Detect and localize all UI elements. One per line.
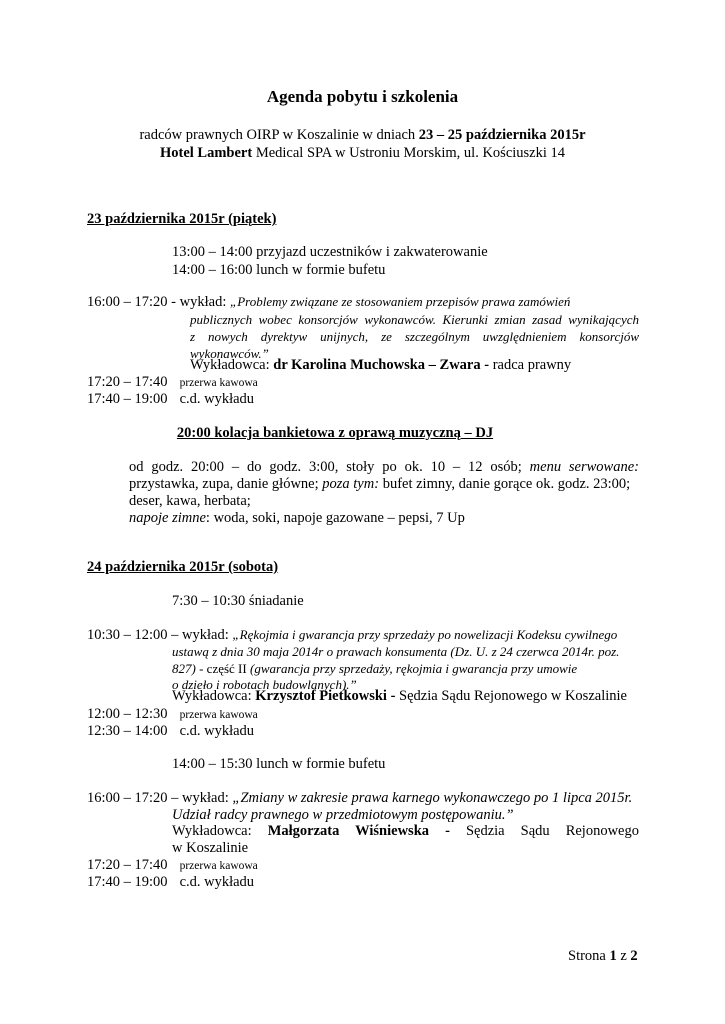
banquet-extra-items: bufet zimny, danie gorące ok. godz. 23:00; bbox=[379, 476, 631, 492]
day1-lecture-line-1 bbox=[87, 293, 639, 311]
day2-lecturer1 bbox=[172, 688, 627, 705]
lecture1-topic: (gwarancja przy sprzedaży, rękojmia i gwarancja przy umowie bbox=[249, 661, 578, 676]
subtitle-line-1 bbox=[0, 127, 725, 144]
lecture1-ref: 827) bbox=[172, 661, 196, 676]
cont-label: c.d. wykładu bbox=[179, 391, 255, 407]
day2-breakfast: 7:30 – 10:30 śniadanie bbox=[172, 593, 304, 609]
day2-break2 bbox=[87, 857, 258, 875]
break2-label: przerwa kawowa bbox=[179, 860, 258, 872]
lecture1-title-3 bbox=[172, 660, 639, 677]
day2-break1 bbox=[87, 706, 258, 724]
banquet-heading: 20:00 kolacja bankietowa z oprawą muzyczną – DJ bbox=[176, 425, 494, 441]
banquet-extra-label: poza tym: bbox=[322, 476, 380, 492]
lecturer2-role: Sędzia Sądu Rejonowego bbox=[465, 823, 639, 839]
day1-continuation bbox=[87, 391, 254, 408]
subtitle-dates: 23 – 25 października 2015r bbox=[418, 127, 586, 143]
cont1-time: 12:30 – 14:00 bbox=[87, 723, 168, 739]
day2-continuation1 bbox=[87, 723, 254, 740]
hotel-address: Medical SPA w Ustroniu Morskim, ul. Kościuszki 14 bbox=[252, 145, 566, 161]
break1-label: przerwa kawowa bbox=[179, 709, 258, 721]
day2-lecture2-line-1 bbox=[87, 790, 632, 807]
page-current: 1 bbox=[609, 948, 617, 964]
cont-time: 17:40 – 19:00 bbox=[87, 391, 168, 407]
lecturer-role: radca prawny bbox=[492, 357, 572, 373]
page-separator: z bbox=[616, 948, 631, 964]
banquet-drinks-items: : woda, soki, napoje gazowane – pepsi, 7 Up bbox=[205, 510, 465, 526]
cont1-label: c.d. wykładu bbox=[179, 723, 255, 739]
banquet-line-4 bbox=[129, 510, 465, 527]
day2-continuation2 bbox=[87, 874, 254, 891]
page-prefix: Strona bbox=[568, 948, 610, 964]
day1-lecture-title-2: publicznych wobec konsorcjów wykonawców. Kierunki zmian zasad wynikających bbox=[190, 312, 639, 327]
lecture1-title-1: „Rękojmia i gwarancja przy sprzedaży po nowelizacji Kodeksu cywilnego bbox=[232, 627, 618, 642]
lecturer1-role: Sędzia Sądu Rejonowego w Koszalinie bbox=[399, 688, 627, 704]
day2-lecturer2 bbox=[172, 823, 639, 840]
lecturer1-name: Krzysztof Pietkowski - bbox=[255, 688, 400, 704]
banquet-hours: od godz. 20:00 – do godz. 3:00, stoły po ok. 10 – 12 osób; bbox=[129, 459, 530, 475]
banquet-line-2 bbox=[129, 476, 630, 493]
lecture1-title-4: o dzieło i robotach budowlanych).” bbox=[172, 677, 357, 692]
cont2-time: 17:40 – 19:00 bbox=[87, 874, 168, 890]
lecture1-time: 10:30 – 12:00 – wykład: bbox=[87, 627, 233, 643]
banquet-menu-items: przystawka, zupa, danie główne; bbox=[129, 476, 323, 492]
day1-lecture-title-3: z nowych dyrektyw unijnych, ze szczególnym uwzględnieniem konsorcjów bbox=[190, 329, 639, 344]
subtitle-line-2 bbox=[0, 145, 725, 162]
day1-arrival: 13:00 – 14:00 przyjazd uczestników i zakwaterowanie bbox=[172, 244, 488, 260]
day1-lecture-title-1: „Problemy związane ze stosowaniem przepisów prawa zamówień bbox=[229, 294, 571, 309]
day1-lecturer bbox=[190, 357, 571, 374]
day2-lunch: 14:00 – 15:30 lunch w formie bufetu bbox=[172, 756, 386, 772]
day1-lecture-title-4: wykonawców.” bbox=[190, 346, 269, 361]
lecturer2-name: Małgorzata Wiśniewska - bbox=[267, 823, 450, 839]
page-total: 2 bbox=[630, 948, 638, 964]
day1-lecture-time: 16:00 – 17:20 - wykład: bbox=[87, 294, 230, 310]
break-label: przerwa kawowa bbox=[179, 377, 258, 389]
banquet-menu-label: menu serwowane: bbox=[529, 459, 639, 475]
lecturer2-role-2: w Koszalinie bbox=[172, 840, 249, 856]
banquet-line-3: deser, kawa, herbata; bbox=[129, 493, 251, 509]
cont2-label: c.d. wykładu bbox=[179, 874, 255, 890]
subtitle-prefix: radców prawnych OIRP w Koszalinie w dniach bbox=[139, 127, 419, 143]
lecture1-part: - część II bbox=[195, 661, 250, 676]
break2-time: 17:20 – 17:40 bbox=[87, 857, 168, 873]
lecture2-title-1: „Zmiany w zakresie prawa karnego wykonawczego po 1 lipca 2015r. bbox=[232, 790, 633, 806]
lecture2-time: 16:00 – 17:20 – wykład: bbox=[87, 790, 233, 806]
lecturer2-label: Wykładowca: bbox=[172, 823, 252, 839]
banquet-line-1 bbox=[129, 459, 639, 476]
page-number bbox=[568, 948, 638, 965]
break-time: 17:20 – 17:40 bbox=[87, 374, 168, 390]
day2-lecture1-line-1 bbox=[87, 626, 617, 644]
break1-time: 12:00 – 12:30 bbox=[87, 706, 168, 722]
lecturer-label: Wykładowca: bbox=[190, 357, 274, 373]
day1-lunch: 14:00 – 16:00 lunch w formie bufetu bbox=[172, 262, 386, 278]
day1-heading: 23 października 2015r (piątek) bbox=[87, 211, 277, 227]
hotel-name: Hotel Lambert bbox=[159, 145, 253, 161]
lecture2-title-2: Udział radcy prawnego w przedmiotowym postępowaniu.” bbox=[172, 807, 514, 823]
day2-heading: 24 października 2015r (sobota) bbox=[87, 559, 279, 575]
lecture1-title-2: ustawą z dnia 30 maja 2014r o prawach konsumenta (Dz. U. z 24 czerwca 2014r. poz. bbox=[172, 644, 620, 659]
lecturer-name: dr Karolina Muchowska – Zwara - bbox=[273, 357, 493, 373]
day1-break bbox=[87, 374, 258, 392]
lecturer1-label: Wykładowca: bbox=[172, 688, 256, 704]
banquet-drinks-label: napoje zimne bbox=[129, 510, 206, 526]
page-title: Agenda pobytu i szkolenia bbox=[266, 87, 459, 106]
